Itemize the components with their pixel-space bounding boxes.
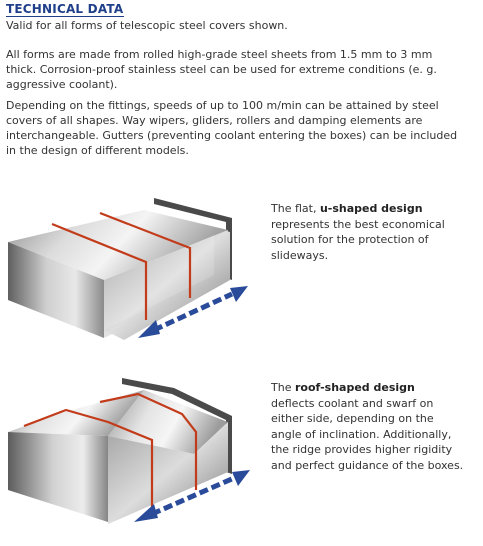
desc-line: angle of inclination. Additionally, [271,427,452,441]
desc-line: and perfect guidance of the boxes. [271,458,464,472]
roof-shaped-cover-illustration [4,362,254,538]
paragraph-line: All forms are made from rolled high-grade steel sheets from 1.5 mm to 3 mm [6,48,433,61]
paragraph-line: thick. Corrosion-proof stainless steel can be used for extreme conditions (e. g. [6,63,437,76]
intro-paragraph-speed [6,98,471,158]
paragraph-line: covers of all shapes. Way wipers, gliders, rollers and damping elements are [6,114,423,127]
paragraph-line: interchangeable. Gutters (preventing coolant entering the boxes) can be included [6,129,458,142]
desc-line: either side, depending on the [271,412,434,425]
paragraph-line: aggressive coolant). [6,78,118,91]
desc-intro: The flat, [271,202,320,215]
intro-subtitle: Valid for all forms of telescopic steel covers shown. [6,19,288,32]
paragraph-line: Depending on the fittings, speeds of up to 100 m/min can be attained by steel [6,99,439,112]
desc-line: the ridge provides higher rigidity [271,443,453,456]
desc-line: slideways. [271,248,329,262]
desc-line: deflects coolant and swarf on [271,396,434,410]
desc-line: represents the best economical [271,217,445,231]
desc-design-name: u-shaped design [319,202,423,215]
cover-front [8,432,108,522]
desc-line: solution for the protection of [271,233,429,246]
roof-shaped-design-description [271,380,481,473]
paragraph-line: in the design of different models. [6,144,189,157]
u-shaped-design-description [271,201,471,263]
desc-design-name: roof-shaped design [294,381,415,394]
desc-intro: The [271,381,295,394]
intro-paragraph-materials [6,47,466,92]
u-shaped-cover-illustration [4,180,254,350]
page-title: TECHNICAL DATA [6,2,124,16]
title-underline [6,16,124,17]
